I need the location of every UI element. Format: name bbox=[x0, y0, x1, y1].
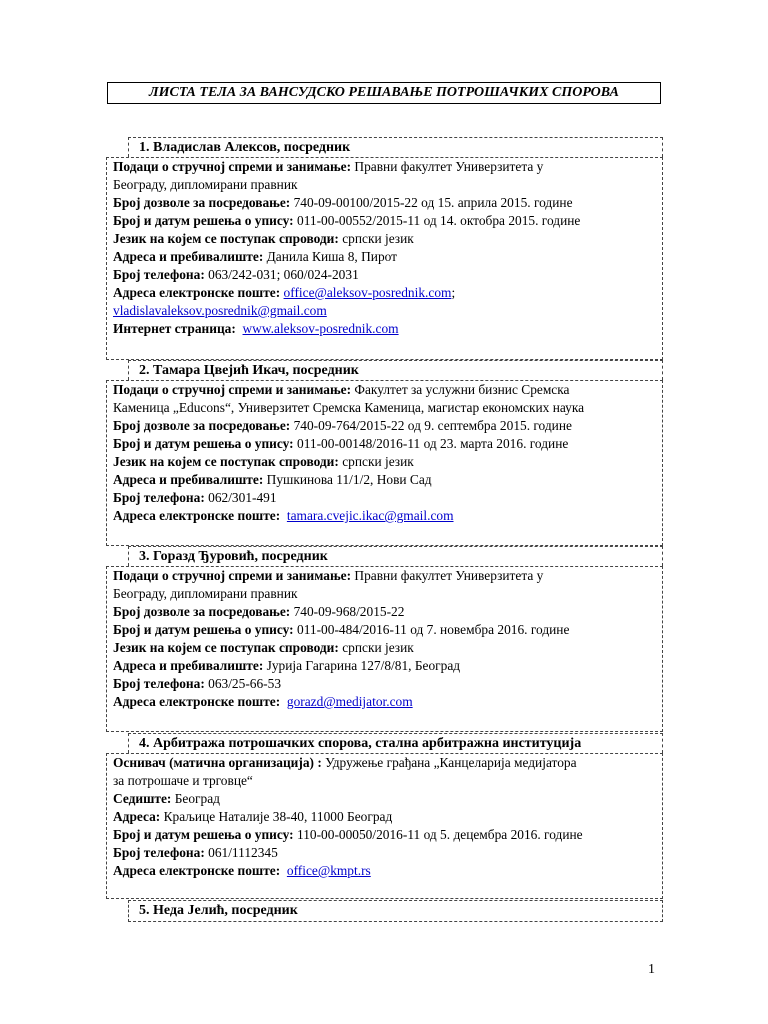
value: 011-00-484/2016-11 од 7. новембра 2016. године bbox=[293, 622, 570, 637]
label: Број и датум решења о упису: bbox=[113, 622, 294, 637]
email-link[interactable]: office@kmpt.rs bbox=[286, 863, 371, 878]
label: Број телефона: bbox=[113, 845, 205, 860]
label: Адреса и пребивалиште: bbox=[113, 249, 264, 264]
label: Језик на којем се поступак спроводи: bbox=[113, 454, 339, 469]
label: Број и датум решења о упису: bbox=[113, 827, 294, 842]
value: 011-00-00552/2015-11 од 14. октобра 2015. године bbox=[293, 213, 581, 228]
email-link[interactable]: gorazd@medijator.com bbox=[286, 694, 413, 709]
value: Београду, дипломирани правник bbox=[113, 177, 298, 192]
label: Број и датум решења о упису: bbox=[113, 213, 294, 228]
label: Адреса и пребивалиште: bbox=[113, 658, 264, 673]
label: Језик на којем се поступак спроводи: bbox=[113, 640, 339, 655]
value: Пушкинова 11/1/2, Нови Сад bbox=[263, 472, 432, 487]
entry-5-header: 5. Неда Јелић, посредник bbox=[128, 900, 663, 922]
value: Београд bbox=[171, 791, 220, 806]
value: 062/301-491 bbox=[204, 490, 277, 505]
label: Број дозволе за посредовање: bbox=[113, 418, 291, 433]
value: 740-09-968/2015-22 bbox=[290, 604, 405, 619]
label: Језик на којем се поступак спроводи: bbox=[113, 231, 339, 246]
label: Адреса електронске поште: bbox=[113, 694, 281, 709]
label: Адреса електронске поште: bbox=[113, 285, 281, 300]
value: Каменица „Educons“, Универзитет Сремска Каменица, магистар економских наука bbox=[113, 400, 585, 415]
entry-1-header: 1. Владислав Алексов, посредник bbox=[128, 137, 663, 157]
value: 740-09-00100/2015-22 од 15. априла 2015. године bbox=[290, 195, 573, 210]
email-link[interactable]: tamara.cvejic.ikac@gmail.com bbox=[286, 508, 454, 523]
entry-3-body bbox=[106, 566, 663, 732]
page-number: 1 bbox=[648, 962, 655, 977]
label: Адреса и пребивалиште: bbox=[113, 472, 264, 487]
entry-1-body bbox=[106, 157, 663, 360]
label: Подаци о стручној спреми и занимање: bbox=[113, 382, 352, 397]
label: Подаци о стручној спреми и занимање: bbox=[113, 159, 352, 174]
value: 011-00-00148/2016-11 од 23. марта 2016. године bbox=[293, 436, 569, 451]
value: Правни факултет Универзитета у bbox=[351, 159, 544, 174]
entry-4-body bbox=[106, 753, 663, 899]
entry-4-header: 4. Арбитража потрошачких спорова, стална арбитражна институција bbox=[128, 733, 663, 753]
label: Адреса електронске поште: bbox=[113, 508, 281, 523]
value: за потрошаче и трговце“ bbox=[113, 773, 253, 788]
value: Правни факултет Универзитета у bbox=[351, 568, 544, 583]
value: Данила Киша 8, Пирот bbox=[263, 249, 398, 264]
entry-2-header: 2. Тамара Цвејић Икач, посредник bbox=[128, 360, 663, 380]
value: 063/242-031; 060/024-2031 bbox=[204, 267, 359, 282]
website-link[interactable]: www.aleksov-posrednik.com bbox=[242, 321, 399, 336]
label: Оснивач (матична организација) : bbox=[113, 755, 322, 770]
document-title: ЛИСТА ТЕЛА ЗА ВАНСУДСКО РЕШАВАЊЕ ПОТРОШАЧКИХ СПОРОВА bbox=[107, 82, 661, 104]
label: Седиште: bbox=[113, 791, 172, 806]
value: Краљице Наталије 38-40, 11000 Београд bbox=[160, 809, 393, 824]
label: Интернет страница: bbox=[113, 321, 236, 336]
value: Удружење грађана „Канцеларија медијатора bbox=[321, 755, 577, 770]
entry-2-body bbox=[106, 380, 663, 546]
value: српски језик bbox=[338, 231, 414, 246]
value: Београду, дипломирани правник bbox=[113, 586, 298, 601]
entry-3-header: 3. Горазд Ђуровић, посредник bbox=[128, 546, 663, 566]
value: 110-00-00050/2016-11 од 5. децембра 2016. године bbox=[293, 827, 583, 842]
value: 740-09-764/2015-22 од 9. септембра 2015. године bbox=[290, 418, 572, 433]
value: 063/25-66-53 bbox=[204, 676, 282, 691]
label: Број телефона: bbox=[113, 490, 205, 505]
value: српски језик bbox=[338, 640, 414, 655]
label: Подаци о стручној спреми и занимање: bbox=[113, 568, 352, 583]
email-link[interactable]: office@aleksov-posrednik.com bbox=[283, 285, 452, 300]
label: Адреса електронске поште: bbox=[113, 863, 281, 878]
value: српски језик bbox=[338, 454, 414, 469]
value: Јурија Гагарина 127/8/81, Београд bbox=[263, 658, 461, 673]
value: 061/1112345 bbox=[204, 845, 278, 860]
value: Факултет за услужни бизнис Сремска bbox=[351, 382, 570, 397]
value: ; bbox=[451, 285, 456, 300]
label: Адреса: bbox=[113, 809, 161, 824]
label: Број телефона: bbox=[113, 676, 205, 691]
label: Број дозволе за посредовање: bbox=[113, 195, 291, 210]
label: Број и датум решења о упису: bbox=[113, 436, 294, 451]
email-link[interactable]: vladislavaleksov.posrednik@gmail.com bbox=[113, 303, 327, 318]
label: Број дозволе за посредовање: bbox=[113, 604, 291, 619]
label: Број телефона: bbox=[113, 267, 205, 282]
